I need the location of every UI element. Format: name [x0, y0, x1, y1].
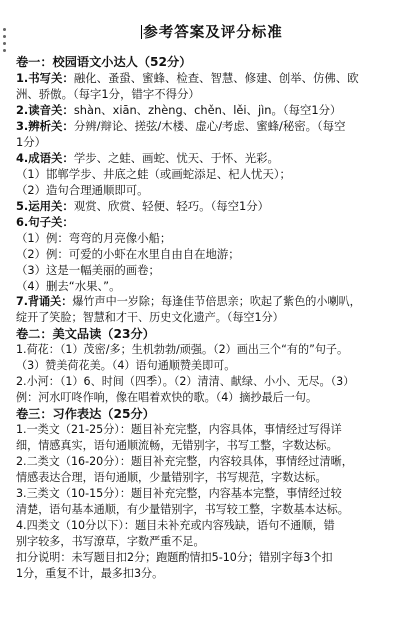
q3-line1: 3.辨析关：分辨/辩论、搓弦/木楼、虚心/考虑、蜜蜂/秘密。（每空	[16, 119, 346, 133]
q4-line2: （1）邯郸学步、井底之蛙（或画蛇添足、杞人忧天）；	[16, 167, 291, 181]
page-title: 参考答案及评分标准	[143, 25, 283, 41]
s2-p1-line2: （3）赞美荷花美。（4）语句通顺赞美即可。	[16, 359, 236, 372]
q7-line1: 7.背诵关：爆竹声中一岁除；每逢佳节倍思亲；吹起了紫色的小喇叭，	[16, 295, 361, 308]
s3-c4-line1: 4.四类文（10分以下）：题目未补充或内容残缺，语句不通顺，错	[16, 519, 335, 532]
q6-line4: （4）删去“水果、”。	[16, 279, 121, 293]
s3-deduct-line1: 扣分说明：未写题目扣2分；跑题酌情扣5-10分；错别字每3个扣	[16, 551, 333, 564]
q1-line1: 1.书写关：融化、蚤蛩、蜜蜂、检查、智慧、修建、创举、仿佛、欧	[16, 71, 359, 85]
s3-c4-line2: 别字较多，书写潦草，字数严重不足。	[16, 535, 205, 548]
s3-c2-line2: 情感表达合理，语句通顺，少量错别字，书写规范，字数达标。	[16, 471, 327, 484]
s3-c3-line2: 清楚，语句基本通顺，有少量错别字，书写较工整，字数基本达标。	[16, 503, 349, 516]
section2-heading: 卷二：美文品读（23分）	[16, 327, 155, 341]
q5-line: 5.运用关：观赏、欣赏、轻便、轻巧。（每空1分）	[16, 199, 270, 213]
q7-line2: 绽开了笑脸；智慧和才干、历史文化遗产。（每空1分）	[16, 311, 284, 324]
s2-p2-line2: 例：河水叮咚作响，像在唱着欢快的歌。（4）摘抄最后一句。	[16, 391, 318, 404]
s2-p2-line1: 2.小河：（1）6、时间（四季）。（2）清清、献绿、小小、无尽。（3）	[16, 375, 355, 388]
q1-line2: 洲、骄傲。（每字1分，错字不得分）	[16, 87, 200, 101]
s3-c2-line1: 2.二类文（16-20分）：题目补充完整，内容较具体，事情经过清晰，	[16, 455, 353, 468]
s3-c1-line2: 细，情感真实，语句通顺流畅，无错别字，书写工整，字数达标。	[16, 439, 338, 452]
q6-line1: （1）例：弯弯的月亮像小船；	[16, 231, 172, 245]
q3-line2: 1分）	[16, 135, 47, 149]
section1-heading: 卷一：校园语文小达人（52分）	[16, 55, 192, 69]
q6-line3: （3）这是一幅美丽的画卷；	[16, 263, 160, 277]
s3-c3-line1: 3.三类文（10-15分）：题目补充完整，内容基本完整，事情经过较	[16, 487, 342, 500]
margin-dots	[3, 28, 7, 56]
section3-heading: 卷三：习作表达（25分）	[16, 407, 155, 421]
q4-line3: （2）造句合理通顺即可。	[16, 183, 149, 197]
q4-line1: 4.成语关：学步、之蛙、画蛇、忧天、于怀、光彩。	[16, 151, 279, 165]
s3-deduct-line2: 1分，重复不计，最多扣3分。	[16, 567, 164, 580]
q6-label: 6.句子关：	[16, 215, 74, 229]
q6-line2: （2）例：可爱的小虾在水里自由自在地游；	[16, 247, 240, 261]
s2-p1-line1: 1.荷花：（1）茂密/多；生机勃勃/顽强。（2）画出三个“有的”句子。	[16, 343, 349, 356]
q2-line: 2.读音关：shàn、xiān、zhèng、chěn、lěi、jìn。（每空1分）	[16, 103, 342, 117]
s3-c1-line1: 1.一类文（21-25分）：题目补充完整，内容具体，事情经过写得详	[16, 423, 342, 436]
answer-document	[16, 24, 408, 582]
